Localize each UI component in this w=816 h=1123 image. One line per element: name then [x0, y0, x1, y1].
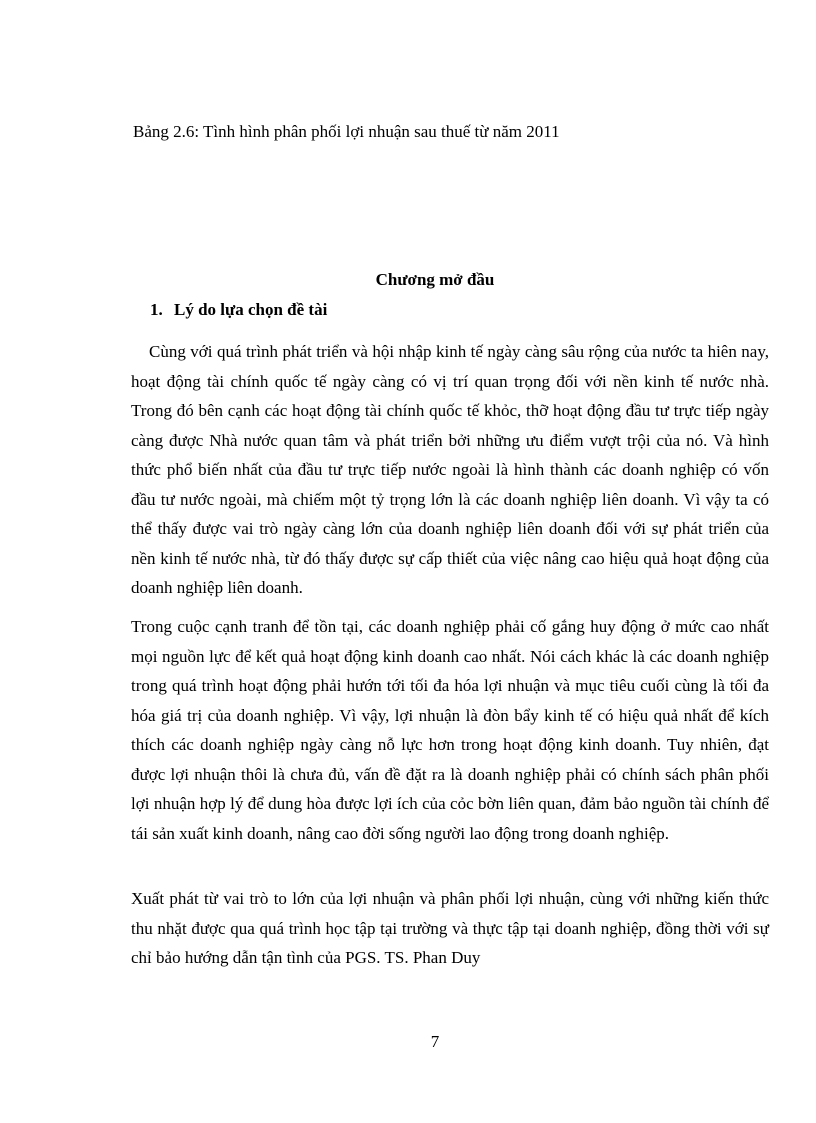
chapter-title: Chương mở đầu: [375, 270, 495, 289]
paragraph-3: Xuất phát từ vai trò to lớn của lợi nhuận và phân phối lợi nhuận, cùng với những kiến thức thu nhặt được qua quá trình học tập tại trường và thực tập tại doanh nghiệp, đồng thời với sự chỉ bảo hướng dẫn tận tình của PGS. TS. Phan Duy: [131, 889, 769, 967]
section-heading: [150, 298, 327, 322]
page-number: 7: [430, 1032, 440, 1051]
section-number: 1.: [150, 300, 163, 319]
table-caption: Bảng 2.6: Tình hình phân phối lợi nhuận sau thuế từ năm 2011: [133, 122, 560, 141]
paragraph-2: Trong cuộc cạnh tranh để tồn tại, các doanh nghiệp phải cố gắng huy động ở mức cao nhất mọi nguồn lực để kết quả hoạt động kinh doanh cao nhất. Nói cách khác là các doanh nghiệp trong quá trình hoạt động phải hướn tới tối đa hóa lợi nhuận và mục tiêu cuối cùng là tối đa hóa giá trị của doanh nghiệp. Vì vậy, lợi nhuận là đòn bẩy kinh tế có hiệu quả nhất để kích thích các doanh nghiệp ngày càng nỗ lực hơn trong hoạt động kinh doanh. Tuy nhiên, đạt được lợi nhuận thôi là chưa đủ, vấn đề đặt ra là doanh nghiệp phải có chính sách phân phối lợi nhuận hợp lý để dung hòa được lợi ích của cỏc bờn liên quan, đảm bảo nguồn tài chính để tái sản xuất kinh doanh, nâng cao đời sống người lao động trong doanh nghiệp.: [131, 617, 769, 843]
section-title: Lý do lựa chọn đề tài: [174, 300, 328, 319]
paragraph-1: Cùng với quá trình phát triển và hội nhập kinh tế ngày càng sâu rộng của nước ta hiên nay, hoạt động tài chính quốc tế ngày càng có vị trí quan trọng đối với nền kinh tế nước nhà. Trong đó bên cạnh các hoạt động tài chính quốc tế khỏc, thỡ hoạt động đầu tư trực tiếp ngày càng được Nhà nước quan tâm và phát triển bởi những ưu điểm vượt trội của nó. Và hình thức phổ biến nhất của đầu tư trực tiếp nước ngoài là hình thành các doanh nghiệp có vốn đầu tư nước ngoài, mà chiếm một tỷ trọng lớn là các doanh nghiệp liên doanh. Vì vậy ta có thể thấy được vai trò ngày càng lớn của doanh nghiệp liên doanh đối với sự phát triển của nền kinh tế nước nhà, từ đó thấy được sự cấp thiết của việc nâng cao hiệu quả hoạt động của doanh nghiệp liên doanh.: [131, 342, 769, 597]
